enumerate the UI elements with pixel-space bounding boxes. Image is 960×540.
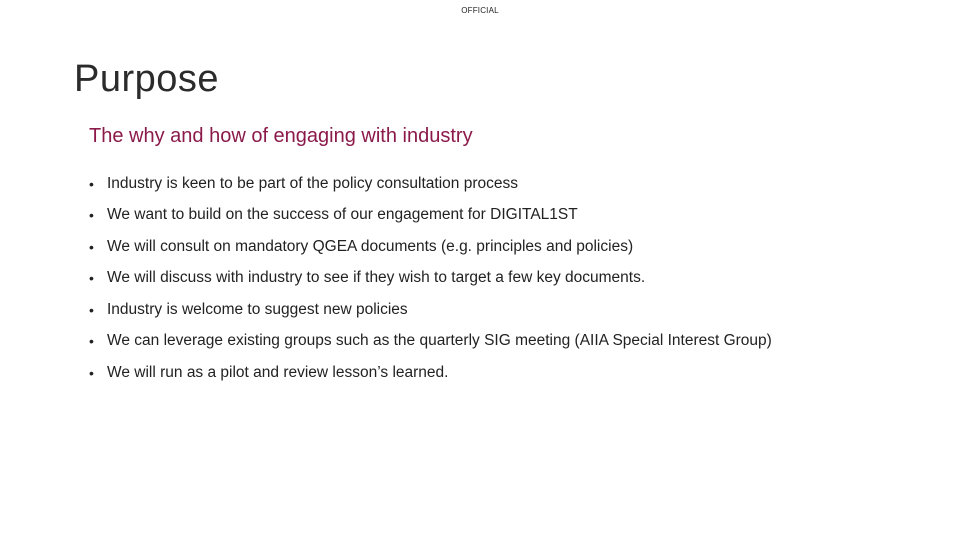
bullet-marker: • [89,175,94,192]
bullet-item [89,200,949,232]
bullet-item [89,326,949,358]
slide-title: Purpose [74,58,220,100]
bullet-text: We will discuss with industry to see if they wish to target a few key documents. [107,269,646,287]
bullet-item [89,263,949,295]
bullet-marker: • [89,301,94,318]
classification-label: OFFICIAL [461,6,499,15]
bullet-item [89,168,949,200]
bullet-marker: • [89,207,94,224]
bullet-item [89,231,949,263]
bullet-text: We can leverage existing groups such as the quarterly SIG meeting (AIIA Special Interest Group) [107,332,772,350]
bullet-list [89,168,949,389]
bullet-marker: • [89,333,94,350]
bullet-marker: • [89,238,94,255]
bullet-text: Industry is keen to be part of the policy consultation process [107,174,518,192]
bullet-text: We will consult on mandatory QGEA documents (e.g. principles and policies) [107,237,634,255]
bullet-marker: • [89,270,94,287]
bullet-marker: • [89,364,94,381]
bullet-item [89,294,949,326]
bullet-text: Industry is welcome to suggest new policies [107,300,408,318]
slide-subtitle: The why and how of engaging with industry [89,125,473,147]
bullet-text: We want to build on the success of our engagement for DIGITAL1ST [107,206,578,224]
bullet-item [89,357,949,389]
bullet-text: We will run as a pilot and review lesson’s learned. [107,363,449,381]
